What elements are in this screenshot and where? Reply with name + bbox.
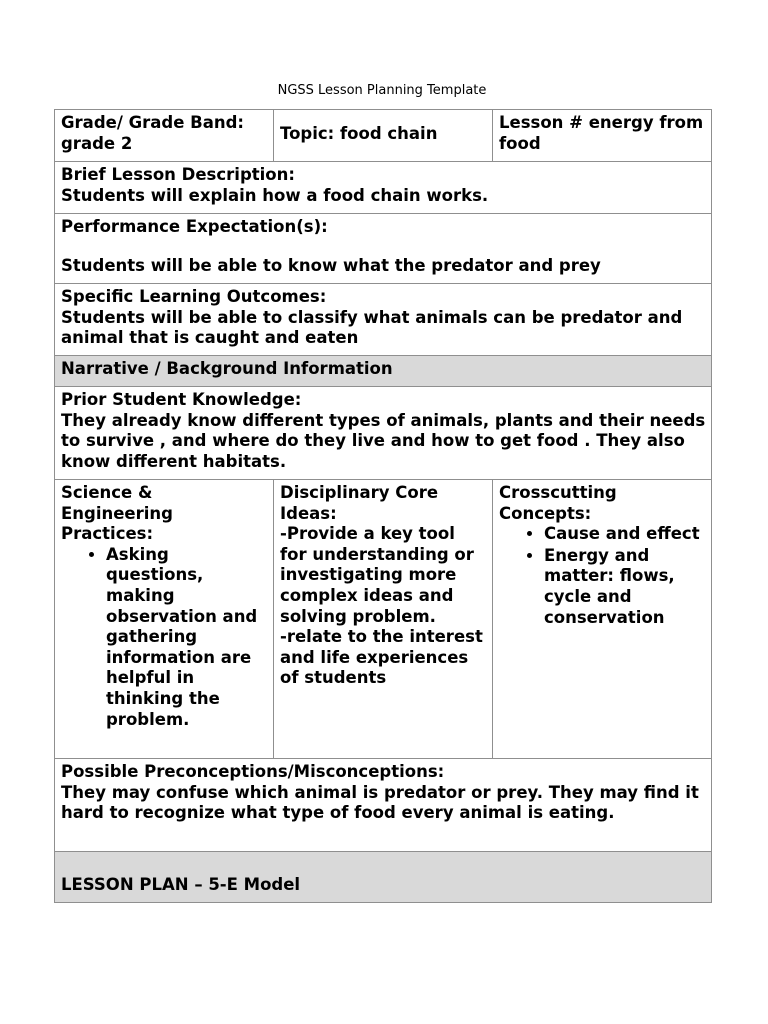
misconceptions-text: They may confuse which animal is predator or prey. They may find it hard to recognize what type of food every animal is eating. [61,782,699,823]
core-ideas-label: Disciplinary Core Ideas: [280,483,439,523]
misconceptions-label: Possible Preconceptions/Misconceptions: [61,762,445,781]
practices-list [61,545,268,730]
brief-description-cell [55,162,712,214]
learning-outcomes-row [55,284,712,356]
prior-knowledge-row [55,387,712,480]
narrative-row [55,356,712,387]
list-item: • Cause and effect [544,524,706,545]
performance-expectations-text: Students will be able to know what the predator and prey [61,255,601,275]
practices-cell [55,480,274,759]
narrative-cell: Narrative / Background Information [55,356,712,387]
prior-knowledge-text: They already know different types of animals, plants and their needs to survive , and where do they live and how to get food . They also know different habitats. [61,410,706,471]
brief-description-text: Students will explain how a food chain works. [61,185,489,205]
misconceptions-cell [55,759,712,852]
brief-description-label: Brief Lesson Description: [61,165,295,184]
brief-description-row [55,162,712,214]
three-dimensions-row [55,480,712,759]
header-row [55,110,712,162]
practices-label: Science & Engineering Practices: [61,483,173,544]
crosscutting-cell [493,480,712,759]
performance-expectations-cell [55,214,712,284]
lesson-plan-cell: LESSON PLAN – 5-E Model [55,852,712,903]
core-idea-line: -relate to the interest and life experiences of students [280,627,483,688]
prior-knowledge-label: Prior Student Knowledge: [61,390,302,409]
core-ideas-cell [274,480,493,759]
core-idea-line: -Provide a key tool for understanding or investigating more complex ideas and solving problem. [280,524,474,626]
learning-outcomes-cell [55,284,712,356]
misconceptions-row [55,759,712,852]
crosscutting-label: Crosscutting Concepts: [499,483,617,523]
learning-outcomes-text: Students will be able to classify what animals can be predator and animal that is caught and eaten [61,307,683,348]
topic-cell: Topic: food chain [274,110,493,162]
grade-cell: Grade/ Grade Band: grade 2 [55,110,274,162]
crosscutting-list [499,524,706,628]
list-item: • Asking questions, making observation and gathering information are helpful in thinking the problem. [106,545,268,730]
list-item: • Energy and matter: flows, cycle and conservation [544,546,706,628]
performance-expectations-row [55,214,712,284]
spacer [61,238,706,256]
lesson-plan-row [55,852,712,903]
prior-knowledge-cell [55,387,712,480]
learning-outcomes-label: Specific Learning Outcomes: [61,287,327,306]
document-title: NGSS Lesson Planning Template [277,83,487,98]
performance-expectations-label: Performance Expectation(s): [61,217,328,236]
lesson-plan-table [54,109,712,903]
lesson-number-cell: Lesson # energy from food [493,110,712,162]
